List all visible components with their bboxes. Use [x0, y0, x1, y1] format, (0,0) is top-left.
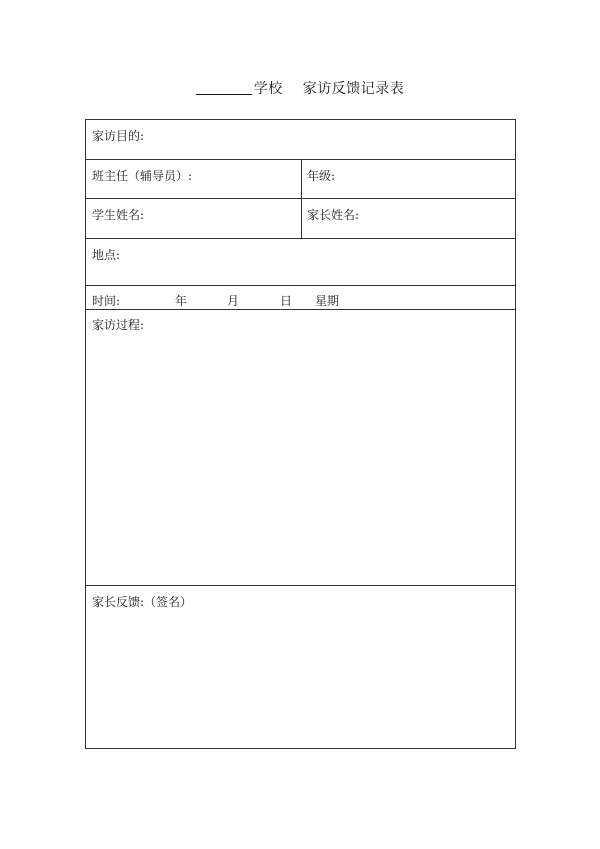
weekday-label: 星期 [315, 294, 340, 308]
row-divider [86, 585, 515, 586]
time-label: 时间: [92, 294, 121, 308]
school-suffix: 学校 [253, 81, 283, 97]
column-divider [301, 159, 302, 238]
record-form [85, 119, 516, 749]
parent-feedback-label: 家长反馈:（签名） [92, 595, 193, 609]
day-label: 日 [280, 294, 293, 308]
form-name: 家访反馈记录表 [302, 81, 405, 97]
location-label: 地点: [92, 248, 121, 262]
row-divider [86, 309, 515, 310]
parent-name-label: 家长姓名: [307, 208, 360, 222]
process-label: 家访过程: [92, 318, 145, 332]
form-title [0, 78, 600, 98]
student-name-label: 学生姓名: [92, 208, 145, 222]
month-label: 月 [227, 294, 240, 308]
school-name-blank[interactable] [196, 94, 252, 95]
grade-label: 年级: [307, 169, 336, 183]
row-divider [86, 285, 515, 286]
purpose-label: 家访目的: [92, 129, 145, 143]
head-teacher-label: 班主任（辅导员）: [92, 169, 193, 183]
row-divider [86, 238, 515, 239]
year-label: 年 [175, 294, 188, 308]
